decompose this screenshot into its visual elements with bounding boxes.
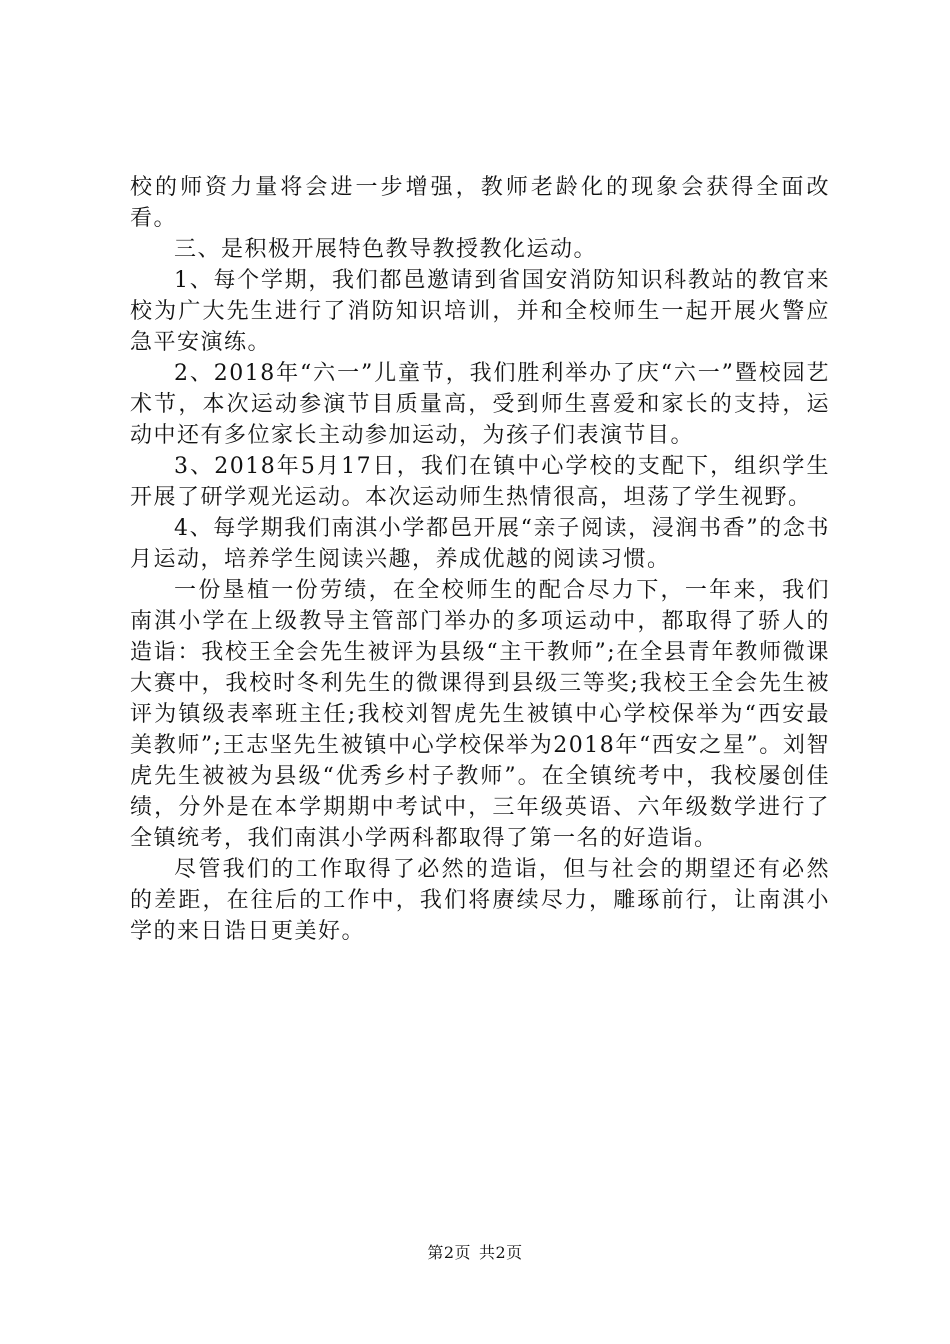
paragraph-continuation: 校的师资力量将会进一步增强，教师老龄化的现象会获得全面改看。 xyxy=(130,175,830,231)
paragraph-conclusion: 尽管我们的工作取得了必然的造诣，但与社会的期望还有必然的差距，在往后的工作中，我们将赓续尽力，雕琢前行，让南淇小学的来日诰日更美好。 xyxy=(130,857,830,944)
paragraph-section-heading: 三、是积极开展特色教导教授教化运动。 xyxy=(174,237,598,262)
paragraph-item-2: 2、2018年“六一”儿童节，我们胜利举办了庆“六一”暨校园艺术节，本次运动参演节目质量高，受到师生喜爱和家长的支持，运动中还有多位家长主动参加运动，为孩子们表演节目。 xyxy=(130,361,830,448)
page-total: 共2页 xyxy=(479,1243,523,1262)
paragraph-item-1: 1、每个学期，我们都邑邀请到省国安消防知识科教站的教官来校为广大先生进行了消防知识培训，并和全校师生一起开展火警应急平安演练。 xyxy=(130,268,830,355)
page-footer xyxy=(0,1243,950,1263)
document-body xyxy=(130,172,830,947)
paragraph-achievements: 一份垦植一份劳绩，在全校师生的配合尽力下，一年来，我们南淇小学在上级教导主管部门举办的多项运动中，都取得了骄人的造诣：我校王全会先生被评为县级“主干教师”;在全县青年教师微课大赛中，我校时冬利先生的微课得到县级三等奖;我校王全会先生被评为镇级表率班主任;我校刘智虎先生被镇中心学校保举为“西安最美教师”;王志坚先生被镇中心学校保举为2018年“西安之星”。刘智虎先生被被为县级“优秀乡村子教师”。在全镇统考中，我校屡创佳绩，分外是在本学期期中考试中，三年级英语、六年级数学进行了全镇统考，我们南淇小学两科都取得了第一名的好造诣。 xyxy=(130,578,830,851)
page-number: 第2页 xyxy=(427,1243,471,1262)
paragraph-item-4: 4、每学期我们南淇小学都邑开展“亲子阅读，浸润书香”的念书月运动，培养学生阅读兴趣，养成优越的阅读习惯。 xyxy=(130,516,830,572)
paragraph-item-3: 3、2018年5月17日，我们在镇中心学校的支配下，组织学生开展了研学观光运动。本次运动师生热情很高，坦荡了学生视野。 xyxy=(130,454,830,510)
